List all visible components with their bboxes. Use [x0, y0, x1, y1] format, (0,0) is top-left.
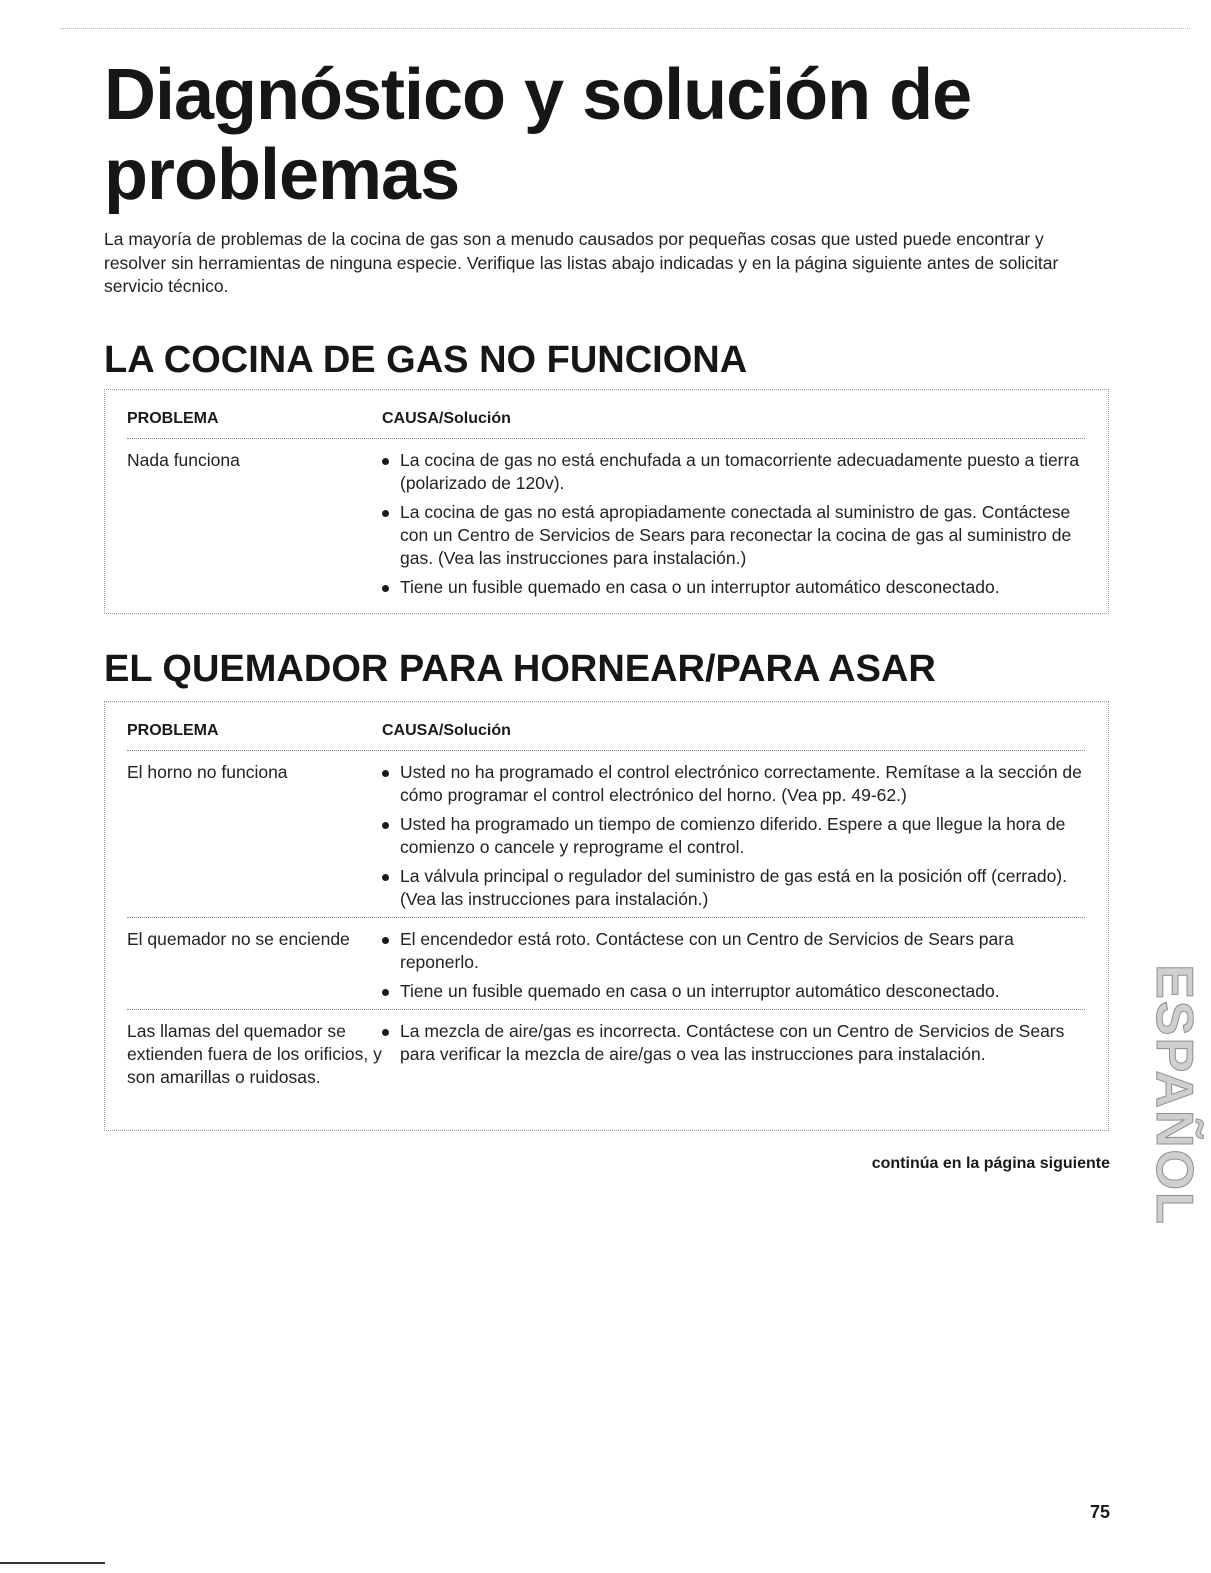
bullet-icon — [382, 458, 389, 465]
table-header — [127, 390, 1085, 439]
table-row — [127, 917, 1085, 1009]
cause-item — [382, 576, 1085, 599]
bullet-icon — [382, 822, 389, 829]
column-header-problem: PROBLEMA — [127, 410, 219, 427]
intro-paragraph: La mayoría de problemas de la cocina de gas son a menudo causados por pequeñas cosas que usted puede encontrar y resolver sin herramientas de ninguna especie. Verifique las listas abajo indicadas y en la página siguiente antes de solicitar servicio técnico. — [104, 229, 1059, 296]
cause-item — [382, 1020, 1085, 1066]
table-row — [127, 1009, 1085, 1089]
table-row — [127, 751, 1085, 917]
column-header-problem: PROBLEMA — [127, 722, 219, 739]
column-header-cause: CAUSA/Solución — [382, 410, 511, 427]
cause-text: La válvula principal o regulador del suministro de gas está en la posición off (cerrado). (Vea las instrucciones para instalación.) — [400, 866, 1067, 909]
cause-list — [382, 761, 1085, 917]
cause-item — [382, 813, 1085, 859]
cause-text: Usted no ha programado el control electrónico correctamente. Remítase a la sección de cómo programar el control electrónico del horno. (Vea pp. 49-62.) — [400, 762, 1082, 805]
cause-text: El encendedor está roto. Contáctese con un Centro de Servicios de Sears para reponerlo. — [400, 929, 1014, 972]
bullet-icon — [382, 874, 389, 881]
section-heading-burner: EL QUEMADOR PARA HORNEAR/PARA ASAR — [104, 648, 936, 690]
top-dotted-rule — [60, 28, 1190, 29]
bullet-icon — [382, 585, 389, 592]
troubleshooting-table-burner — [104, 701, 1109, 1131]
problem-cell: El horno no funciona — [127, 762, 288, 782]
cause-list — [382, 1020, 1085, 1089]
bottom-rule — [0, 1562, 105, 1564]
section-heading-not-working: LA COCINA DE GAS NO FUNCIONA — [104, 339, 748, 381]
page-title: Diagnóstico y solución de problemas — [104, 55, 972, 215]
table-row — [127, 439, 1085, 605]
cause-item — [382, 865, 1085, 911]
cause-item — [382, 761, 1085, 807]
column-header-cause: CAUSA/Solución — [382, 722, 511, 739]
cause-list — [382, 449, 1085, 605]
page-number: 75 — [1089, 1502, 1110, 1522]
problem-cell: El quemador no se enciende — [127, 929, 350, 949]
cause-text: La mezcla de aire/gas es incorrecta. Contáctese con un Centro de Servicios de Sears para verificar la mezcla de aire/gas o vea las instrucciones para instalación. — [400, 1021, 1065, 1064]
language-side-tab — [1145, 964, 1203, 1226]
side-tab-label: ESPAÑOL — [1145, 964, 1203, 1226]
bullet-icon — [382, 937, 389, 944]
cause-item — [382, 501, 1085, 570]
bullet-icon — [382, 989, 389, 996]
bullet-icon — [382, 510, 389, 517]
cause-text: Tiene un fusible quemado en casa o un interruptor automático desconectado. — [400, 577, 1000, 597]
cause-text: Tiene un fusible quemado en casa o un interruptor automático desconectado. — [400, 981, 1000, 1001]
cause-item — [382, 928, 1085, 974]
continue-note: continúa en la página siguiente — [871, 1155, 1110, 1172]
cause-item — [382, 449, 1085, 495]
problem-cell: Nada funciona — [127, 450, 240, 470]
table-header — [127, 702, 1085, 751]
bullet-icon — [382, 1029, 389, 1036]
cause-text: Usted ha programado un tiempo de comienzo diferido. Espere a que llegue la hora de comienzo o cancele y reprograme el control. — [400, 814, 1066, 857]
cause-text: La cocina de gas no está enchufada a un tomacorriente adecuadamente puesto a tierra (polarizado de 120v). — [400, 450, 1080, 493]
problem-cell: Las llamas del quemador se extienden fuera de los orificios, y son amarillas o ruidosas. — [127, 1021, 382, 1087]
cause-text: La cocina de gas no está apropiadamente conectada al suministro de gas. Contáctese con un Centro de Servicios de Sears para reconectar la cocina de gas al suministro de gas. (Vea las instrucciones para instalación.) — [400, 502, 1072, 568]
troubleshooting-table-not-working — [104, 389, 1109, 614]
bullet-icon — [382, 770, 389, 777]
cause-list — [382, 928, 1085, 1009]
cause-item — [382, 980, 1085, 1003]
